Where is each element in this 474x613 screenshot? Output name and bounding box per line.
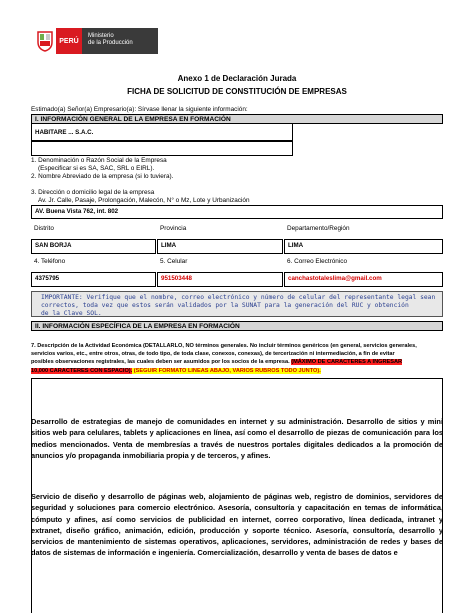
note-3-line1: 3. Dirección o domicilio legal de la empresa — [31, 189, 155, 196]
province-field[interactable]: LIMA — [157, 239, 283, 254]
item-7-line2: servicios varios, etc., entre otros, otras, de todo tipo, de toda clase, conexos, conexas), de tercerización ni intermediación, a fin de evitar — [31, 351, 395, 358]
mobile-label: 5. Celular — [160, 258, 188, 265]
company-name-field[interactable]: HABITARE ... S.A.C. — [31, 123, 293, 141]
email-field[interactable]: canchastotaleslima@gmail.com — [284, 272, 443, 287]
logo-country: PERÚ — [56, 28, 82, 54]
peru-shield-icon — [34, 28, 56, 54]
important-line2: correctos, toda vez que estos serán validados por la SUNAT para la generación del RUC y obtención — [41, 302, 409, 309]
phone-field[interactable]: 4375795 — [31, 272, 156, 287]
logo-ministry — [82, 28, 158, 54]
email-label: 6. Correo Electrónico — [287, 258, 348, 265]
activity-paragraph-1: Desarrollo de estrategias de manejo de comunidades en internet y su administración. Desarrollo de sitios y mini sitios web para celulares, tablets y aplicaciones en línea, así como el desarrollo de piezas de comunicación para los medios mencionados. Venta de membresías a través de nuestros portales digitales dedicados a la promoción de anuncios y/o propaganda inmobiliaria propia y de terceros, y afines. — [31, 417, 443, 460]
note-2: 2. Nombre Abreviado de la empresa (si lo tuviera). — [31, 173, 174, 180]
province-label: Provincia — [160, 225, 187, 232]
item-7-line1: 7. Descripción de la Actividad Económica (DETALLARLO, NO términos generales. No incluir términos genéricos (en general, servicios generales, — [31, 343, 417, 349]
section-1-header: I. INFORMACIÓN GENERAL DE LA EMPRESA EN FORMACIÓN — [31, 114, 443, 124]
item-7-line3-text: posibles observaciones registrales, las cuales deben ser asumidos por los socios de la empresa. — [31, 359, 292, 366]
max-characters-note: (MÁXIMO DE CARACTERES A INGRESAR — [291, 359, 403, 366]
abbreviated-name-field[interactable] — [31, 141, 293, 156]
mobile-field[interactable]: 951503448 — [157, 272, 283, 287]
ministry-logo — [34, 28, 158, 54]
format-note: (SEGUIR FORMATO LINEAS ABAJO, VARIOS RUBROS TODO JUNTO). — [132, 367, 321, 374]
address-field[interactable]: AV. Buena Vista 762, int. 802 — [31, 205, 443, 219]
item-7-line4 — [31, 367, 443, 375]
important-line3: de la Clave SOL. — [41, 310, 102, 317]
note-1-line1: 1. Denominación o Razón Social de la Empresa — [31, 157, 167, 164]
logo-ministry-line2: de la Producción — [88, 40, 133, 46]
activity-paragraph-2: Servicio de diseño y desarrollo de páginas web, alojamiento de páginas web, registro de dominios, servidores de seguridad y soluciones para comercio electrónico. Asesoría, consultoría y capacitación en temas de informática, cómputo y afines, así como servicios de publicidad en internet, correo corporativo, línea dedicada, intranet y extranet, diseño gráfico, animación, edición, producción y soporte técnico. Asesoría, consultoría, desarrollo y servicios de mantenimiento de sistemas operativos, aplicaciones, servidores, administración de redes y bases de datos de sistemas de información e ingeniería. Comercialización, desarrollo y venta de bases de datos e — [31, 492, 443, 558]
important-line1: IMPORTANTE: Verifique que el nombre, correo electrónico y número de celular del representante legal sean — [41, 294, 436, 301]
district-field[interactable]: SAN BORJA — [31, 239, 156, 254]
phone-label: 4. Teléfono — [34, 258, 66, 265]
document-subtitle: FICHA DE SOLICITUD DE CONSTITUCIÓN DE EMPRESAS — [127, 87, 347, 96]
section-2-header: II. INFORMACIÓN ESPECÍFICA DE LA EMPRESA EN FORMACIÓN — [31, 321, 443, 331]
note-1-line2: (Especificar si es SA, SAC, SRL o EIRL). — [38, 165, 155, 172]
document-title: Anexo 1 de Declaración Jurada — [177, 74, 297, 83]
note-3-line2: Av. Jr. Calle, Pasaje, Prolongación, Malecón, N° o Mz, Lote y Urbanización — [38, 197, 250, 204]
important-notice — [31, 291, 443, 317]
item-7-description — [31, 342, 443, 375]
greeting-text: Estimado(a) Señor(a) Empresario(a): Sírvase llenar la siguiente información: — [31, 106, 248, 113]
department-field[interactable]: LIMA — [284, 239, 443, 254]
district-label: Distrito — [34, 225, 54, 232]
max-characters-note-cont: 10,000 CARACTERES CON ESPACIO). — [31, 367, 133, 374]
department-label: Departamento/Región — [287, 225, 350, 232]
logo-ministry-line1: Ministerio — [88, 33, 114, 39]
item-7-line3 — [31, 358, 443, 366]
